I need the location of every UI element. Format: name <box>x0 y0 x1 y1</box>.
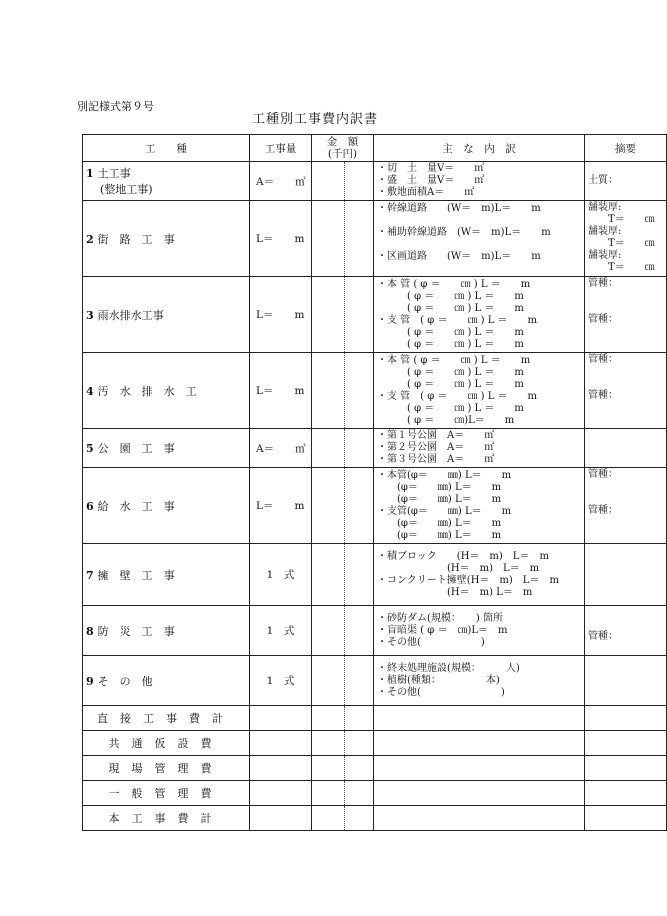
remark-line <box>588 187 663 199</box>
detail-line: ・区画道路 (W＝ m)L＝ m <box>377 250 541 262</box>
header-row <box>83 135 667 162</box>
remark-line: 土質： <box>588 175 618 186</box>
remark-line <box>588 454 663 466</box>
detail-line: ( φ ＝ ㎝ ) L ＝ m <box>377 326 524 338</box>
detail-line: ・支 管 ( φ ＝ ㎝ ) L ＝ m <box>377 390 537 402</box>
summary-quantity <box>250 781 312 806</box>
summary-details <box>374 706 585 731</box>
work-category <box>83 353 250 429</box>
remark-line: 管種： <box>588 390 618 401</box>
work-category <box>83 606 250 656</box>
work-remarks <box>585 277 667 353</box>
work-number: 2 <box>86 232 94 246</box>
work-details <box>374 201 585 277</box>
work-name: 防 災 工 事 <box>97 624 175 638</box>
remark-line <box>588 581 663 593</box>
detail-line: ・盛 土 量V＝ ㎥ <box>377 175 485 186</box>
remark-line <box>588 402 663 414</box>
work-name: 土工事 <box>97 167 131 180</box>
detail-line: ・幹線道路 (W＝ m)L＝ m <box>377 202 541 214</box>
cost-breakdown-table <box>82 134 667 831</box>
work-number: 5 <box>86 442 94 455</box>
work-number: 7 <box>86 568 94 582</box>
detail-line: ・敷地面積A＝ ㎡ <box>377 187 475 198</box>
detail-line: ( φ ＝ ㎝ ) L ＝ m <box>377 366 524 378</box>
work-remarks <box>585 656 667 706</box>
summary-quantity <box>250 706 312 731</box>
detail-line: ・本 管 ( φ ＝ ㎝ ) L ＝ m <box>377 354 531 366</box>
detail-line: ( φ ＝ ㎝ ) L ＝ m <box>377 302 524 314</box>
work-row <box>83 353 667 429</box>
detail-line: ・支 管 ( φ ＝ ㎝ ) L ＝ m <box>377 314 537 326</box>
summary-label: 現場管理費 <box>83 756 250 781</box>
remark-line <box>588 517 663 529</box>
work-details <box>374 162 585 201</box>
summary-amount <box>312 706 374 731</box>
form-number: 別記様式第９号 <box>77 100 154 113</box>
work-amount <box>312 277 374 353</box>
work-category <box>83 429 250 468</box>
remark-line <box>588 163 663 175</box>
work-name: 雨水排水工事 <box>97 308 164 322</box>
detail-line: ・支管(φ＝ ㎜) L＝ m <box>377 505 512 517</box>
work-amount <box>312 656 374 706</box>
summary-details <box>374 731 585 756</box>
summary-row <box>83 706 667 731</box>
work-quantity: 1 式 <box>250 656 312 706</box>
header-details: 主 な 内 訳 <box>374 135 585 162</box>
detail-line: ( φ ＝ ㎝)L＝ m <box>377 414 515 426</box>
remark-line <box>588 619 663 631</box>
remark-line <box>588 302 663 314</box>
remark-line: 管種： <box>588 278 618 289</box>
work-details <box>374 429 585 468</box>
work-number: 3 <box>86 308 94 322</box>
summary-details <box>374 806 585 831</box>
detail-line: ・その他( ) <box>377 686 505 698</box>
work-remarks <box>585 606 667 656</box>
detail-line: ・砂防ダム(規模： ) 箇所 <box>377 612 503 624</box>
work-number: 8 <box>86 624 94 638</box>
work-name: 汚 水 排 水 工 <box>97 384 197 398</box>
summary-remarks <box>585 781 667 806</box>
remark-line <box>588 569 663 581</box>
detail-line: ・終末処理施設(規模： 人) <box>377 662 520 674</box>
summary-amount <box>312 756 374 781</box>
summary-remarks <box>585 806 667 831</box>
work-amount <box>312 468 374 544</box>
summary-label: 一般管理費 <box>83 781 250 806</box>
remark-line: 舗装厚: <box>588 226 622 237</box>
work-quantity: 1 式 <box>250 544 312 606</box>
work-number: 6 <box>86 499 94 513</box>
work-remarks <box>585 201 667 277</box>
document-title: 工種別工事費内訳書 <box>251 112 378 127</box>
remark-line <box>588 338 663 350</box>
work-number: 1 <box>86 167 94 180</box>
header-category: 工 種 <box>83 135 250 162</box>
remark-line <box>588 326 663 338</box>
work-category <box>83 277 250 353</box>
summary-details <box>374 781 585 806</box>
summary-amount <box>312 806 374 831</box>
work-amount <box>312 606 374 656</box>
remark-line <box>588 657 663 669</box>
summary-quantity <box>250 806 312 831</box>
detail-line: ・第３号公園 A＝ ㎡ <box>377 454 495 465</box>
work-remarks <box>585 162 667 201</box>
work-name: 街 路 工 事 <box>97 232 175 246</box>
remark-line: 管種： <box>588 354 618 365</box>
header-amount <box>312 135 374 162</box>
header-remarks: 摘要 <box>585 135 667 162</box>
header-amount-label: 金 額 <box>326 136 359 148</box>
detail-line: ・本 管 ( φ ＝ ㎝ ) L ＝ m <box>377 278 531 290</box>
work-amount <box>312 429 374 468</box>
work-amount <box>312 353 374 429</box>
detail-line: ・盲暗渠 ( φ ＝ ㎝)L＝ m <box>377 624 508 636</box>
detail-line: ・切 土 量V＝ ㎥ <box>377 163 485 174</box>
work-details <box>374 606 585 656</box>
work-amount <box>312 201 374 277</box>
remark-line: 管種： <box>588 631 618 642</box>
work-quantity: L＝ m <box>250 468 312 544</box>
detail-line: (H＝ m) L＝ m <box>377 586 533 598</box>
remark-line: 管種： <box>588 469 618 480</box>
remark-line <box>588 607 663 619</box>
remark-line <box>588 378 663 390</box>
detail-line: ・第２号公園 A＝ ㎡ <box>377 442 495 453</box>
work-remarks <box>585 468 667 544</box>
detail-line: ・コンクリート擁壁(H＝ m) L＝ m <box>377 574 559 586</box>
header-amount-unit: (千円) <box>327 148 358 160</box>
remark-line <box>588 681 663 693</box>
remark-line <box>588 290 663 302</box>
detail-line: (φ＝ ㎜) L＝ m <box>377 493 502 505</box>
summary-remarks <box>585 756 667 781</box>
summary-remarks <box>585 731 667 756</box>
detail-line: ・植樹(種類： 本) <box>377 674 500 686</box>
work-name: そ の 他 <box>97 674 153 688</box>
work-details <box>374 468 585 544</box>
work-category <box>83 656 250 706</box>
remark-line <box>588 366 663 378</box>
work-name: 擁 壁 工 事 <box>97 568 175 582</box>
detail-line: (φ＝ ㎜) L＝ m <box>377 481 502 493</box>
detail-line: (φ＝ ㎜) L＝ m <box>377 517 502 529</box>
detail-line: ・積ブロック (H＝ m) L＝ m <box>377 550 549 562</box>
work-amount <box>312 544 374 606</box>
detail-line: ・補助幹線道路 (W＝ m)L＝ m <box>377 226 551 238</box>
summary-row <box>83 731 667 756</box>
remark-line <box>588 481 663 493</box>
remark-line <box>588 557 663 569</box>
detail-line <box>377 239 581 251</box>
detail-line: ( φ ＝ ㎝ ) L ＝ m <box>377 402 524 414</box>
work-category <box>83 468 250 544</box>
work-subname: (整地工事) <box>100 183 153 196</box>
summary-remarks <box>585 706 667 731</box>
detail-line: ( φ ＝ ㎝ ) L ＝ m <box>377 338 524 350</box>
work-number: 9 <box>86 674 94 688</box>
work-row <box>83 606 667 656</box>
detail-line <box>377 263 581 275</box>
work-name: 給 水 工 事 <box>97 499 175 513</box>
work-quantity: 1 式 <box>250 606 312 656</box>
work-row <box>83 468 667 544</box>
work-remarks <box>585 353 667 429</box>
work-name: 公 園 工 事 <box>97 442 175 455</box>
work-number: 4 <box>86 384 94 398</box>
detail-line: (H＝ m) L＝ m <box>377 562 540 574</box>
remark-line <box>588 493 663 505</box>
detail-line: ( φ ＝ ㎝ ) L ＝ m <box>377 378 524 390</box>
remark-line <box>588 545 663 557</box>
summary-label: 本工事費計 <box>83 806 250 831</box>
work-quantity: L＝ m <box>250 277 312 353</box>
work-category <box>83 162 250 201</box>
header-quantity: 工事量 <box>250 135 312 162</box>
remark-line: T＝ ㎝ <box>588 238 655 249</box>
summary-quantity <box>250 731 312 756</box>
remark-line: T＝ ㎝ <box>588 262 655 273</box>
remark-line: 舗装厚: <box>588 202 622 213</box>
summary-amount <box>312 781 374 806</box>
summary-label: 共通仮設費 <box>83 731 250 756</box>
work-amount <box>312 162 374 201</box>
work-category <box>83 544 250 606</box>
work-remarks <box>585 429 667 468</box>
remark-line: 管種： <box>588 505 618 516</box>
work-row <box>83 544 667 606</box>
work-quantity: L＝ m <box>250 201 312 277</box>
remark-line: 管種： <box>588 314 618 325</box>
remark-line <box>588 430 663 442</box>
work-details <box>374 656 585 706</box>
summary-quantity <box>250 756 312 781</box>
work-details <box>374 353 585 429</box>
detail-line: ・本管(φ＝ ㎜) L＝ m <box>377 469 512 481</box>
remark-line <box>588 669 663 681</box>
remark-line <box>588 529 663 541</box>
work-details <box>374 544 585 606</box>
remark-line <box>588 442 663 454</box>
work-category <box>83 201 250 277</box>
summary-row <box>83 781 667 806</box>
summary-amount <box>312 731 374 756</box>
summary-label: 直接工事費計 <box>83 706 250 731</box>
work-row <box>83 162 667 201</box>
work-row <box>83 429 667 468</box>
detail-line: ( φ ＝ ㎝ ) L ＝ m <box>377 290 524 302</box>
remark-line <box>588 414 663 426</box>
work-row <box>83 201 667 277</box>
detail-line: ・その他( ) <box>377 636 485 648</box>
work-details <box>374 277 585 353</box>
remark-line: T＝ ㎝ <box>588 214 655 225</box>
detail-line: (φ＝ ㎜) L＝ m <box>377 529 502 541</box>
summary-row <box>83 756 667 781</box>
detail-line <box>377 215 581 227</box>
work-row <box>83 656 667 706</box>
work-row <box>83 277 667 353</box>
work-quantity: A＝ ㎡ <box>250 429 312 468</box>
remark-line: 舗装厚: <box>588 250 622 261</box>
summary-details <box>374 756 585 781</box>
work-quantity: A＝ ㎡ <box>250 162 312 201</box>
summary-row <box>83 806 667 831</box>
detail-line: ・第１号公園 A＝ ㎡ <box>377 430 495 441</box>
work-quantity: L＝ m <box>250 353 312 429</box>
work-remarks <box>585 544 667 606</box>
